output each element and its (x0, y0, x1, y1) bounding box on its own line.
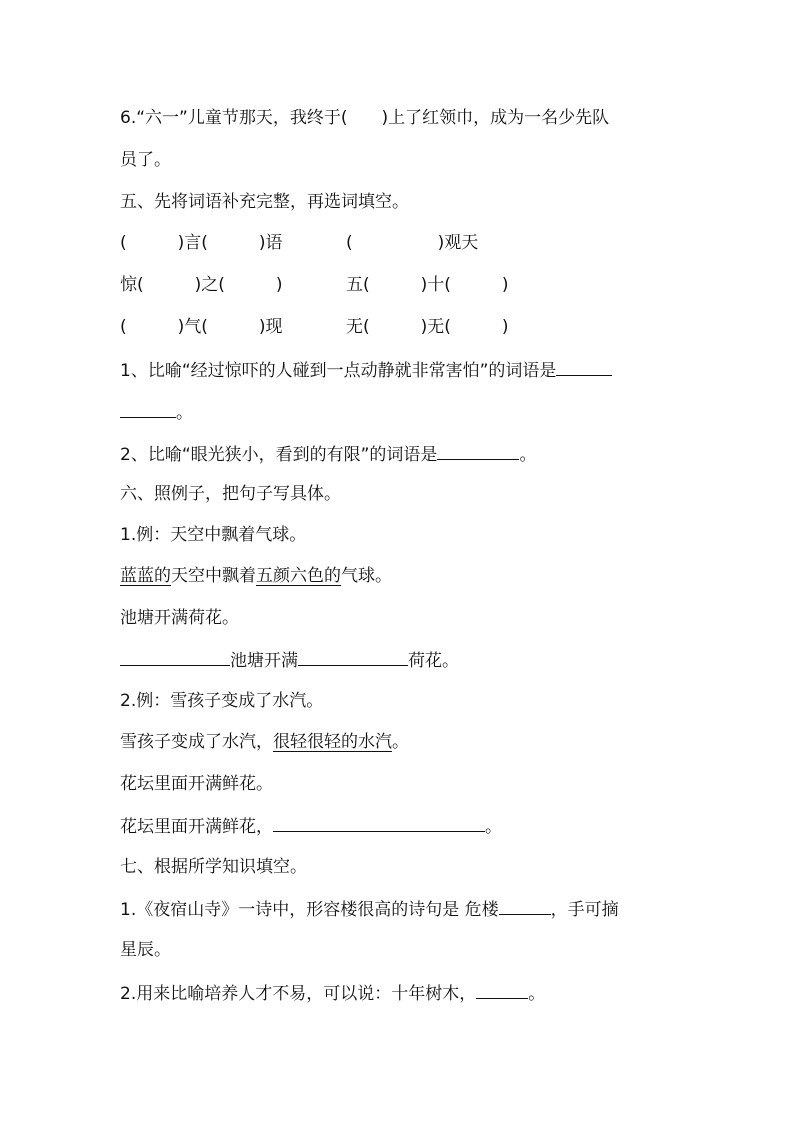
s6-ex1-middle: 天空中飘着 (171, 566, 256, 586)
s7-q1-tail: ，手可摘 (550, 900, 619, 920)
s6-q1-answer (120, 647, 459, 673)
section6-title: 六、照例子，把句子写具体。 (120, 484, 341, 504)
q6-line1: 6.“六一”儿童节那天，我终于( )上了红领巾，成为一名少先队 (120, 108, 610, 128)
s6-ex2-underline: 很轻很轻的水汽 (273, 732, 392, 752)
s6-ex2-end: 。 (392, 732, 409, 752)
s5-q2-end: 。 (519, 445, 537, 465)
s6-q2-text: 花坛里面开满鲜花， (120, 817, 273, 837)
s7-q1-blank[interactable] (499, 896, 551, 915)
s6-ex1-end: 气球。 (341, 566, 392, 586)
s5-q2 (120, 441, 536, 467)
idiom-r3b: 无( )无( ) (346, 317, 509, 337)
idiom-r3a: ( )气( )现 (120, 317, 283, 337)
s6-q2-answer (120, 813, 502, 839)
s6-q2-end: 。 (485, 817, 502, 837)
s5-q1-blank[interactable] (556, 357, 612, 376)
s5-q1-blank-cont[interactable] (120, 399, 176, 418)
s6-q2-blank[interactable] (273, 813, 485, 832)
s7-q2 (120, 980, 545, 1006)
s6-example2 (120, 730, 409, 754)
s6-example2-label: 2.例：雪孩子变成了水汽。 (120, 691, 324, 711)
s7-q1-cont: 星辰。 (120, 940, 171, 960)
idiom-r1a: ( )言( )语 (120, 233, 283, 253)
s7-q2-blank[interactable] (476, 980, 528, 999)
s5-q2-blank[interactable] (437, 441, 519, 460)
section5-title: 五、先将词语补充完整，再选词填空。 (120, 192, 409, 212)
s6-example1-label: 1.例：天空中飘着气球。 (120, 525, 307, 545)
idiom-r1b: ( )观天 (346, 233, 479, 253)
s6-q1-blank1[interactable] (120, 647, 230, 666)
s6-ex2-text: 雪孩子变成了水汽， (120, 732, 273, 752)
s6-ex1-underline2: 五颜六色的 (256, 566, 341, 586)
section7-title: 七、根据所学知识填空。 (120, 857, 307, 877)
s6-ex1-underline1: 蓝蓝的 (120, 566, 171, 586)
s6-q1-blank2[interactable] (298, 647, 408, 666)
idiom-r2b: 五( )十( ) (346, 275, 509, 295)
s7-q1-text: 1.《夜宿山寺》一诗中，形容楼很高的诗句是 危楼 (120, 900, 499, 920)
s5-q1-end: 。 (176, 403, 193, 423)
s6-q2: 花坛里面开满鲜花。 (120, 774, 273, 794)
s6-q1-end: 荷花。 (408, 651, 459, 671)
s6-q1-mid: 池塘开满 (230, 651, 298, 671)
s6-q1: 池塘开满荷花。 (120, 608, 239, 628)
idiom-r2a: 惊( )之( ) (120, 275, 283, 295)
s7-q1 (120, 896, 619, 922)
s6-example1 (120, 564, 392, 588)
s7-q2-end: 。 (528, 984, 546, 1004)
s7-q2-text: 2.用来比喻培养人才不易，可以说：十年树木， (120, 984, 477, 1004)
s5-q1-cont (120, 399, 193, 425)
s5-q1 (120, 357, 612, 383)
q6-line2: 员了。 (120, 150, 171, 170)
s5-q2-text: 2、比喻“眼光狭小，看到的有限”的词语是 (120, 445, 438, 465)
s5-q1-text: 1、比喻“经过惊吓的人碰到一点动静就非常害怕”的词语是 (120, 361, 557, 381)
